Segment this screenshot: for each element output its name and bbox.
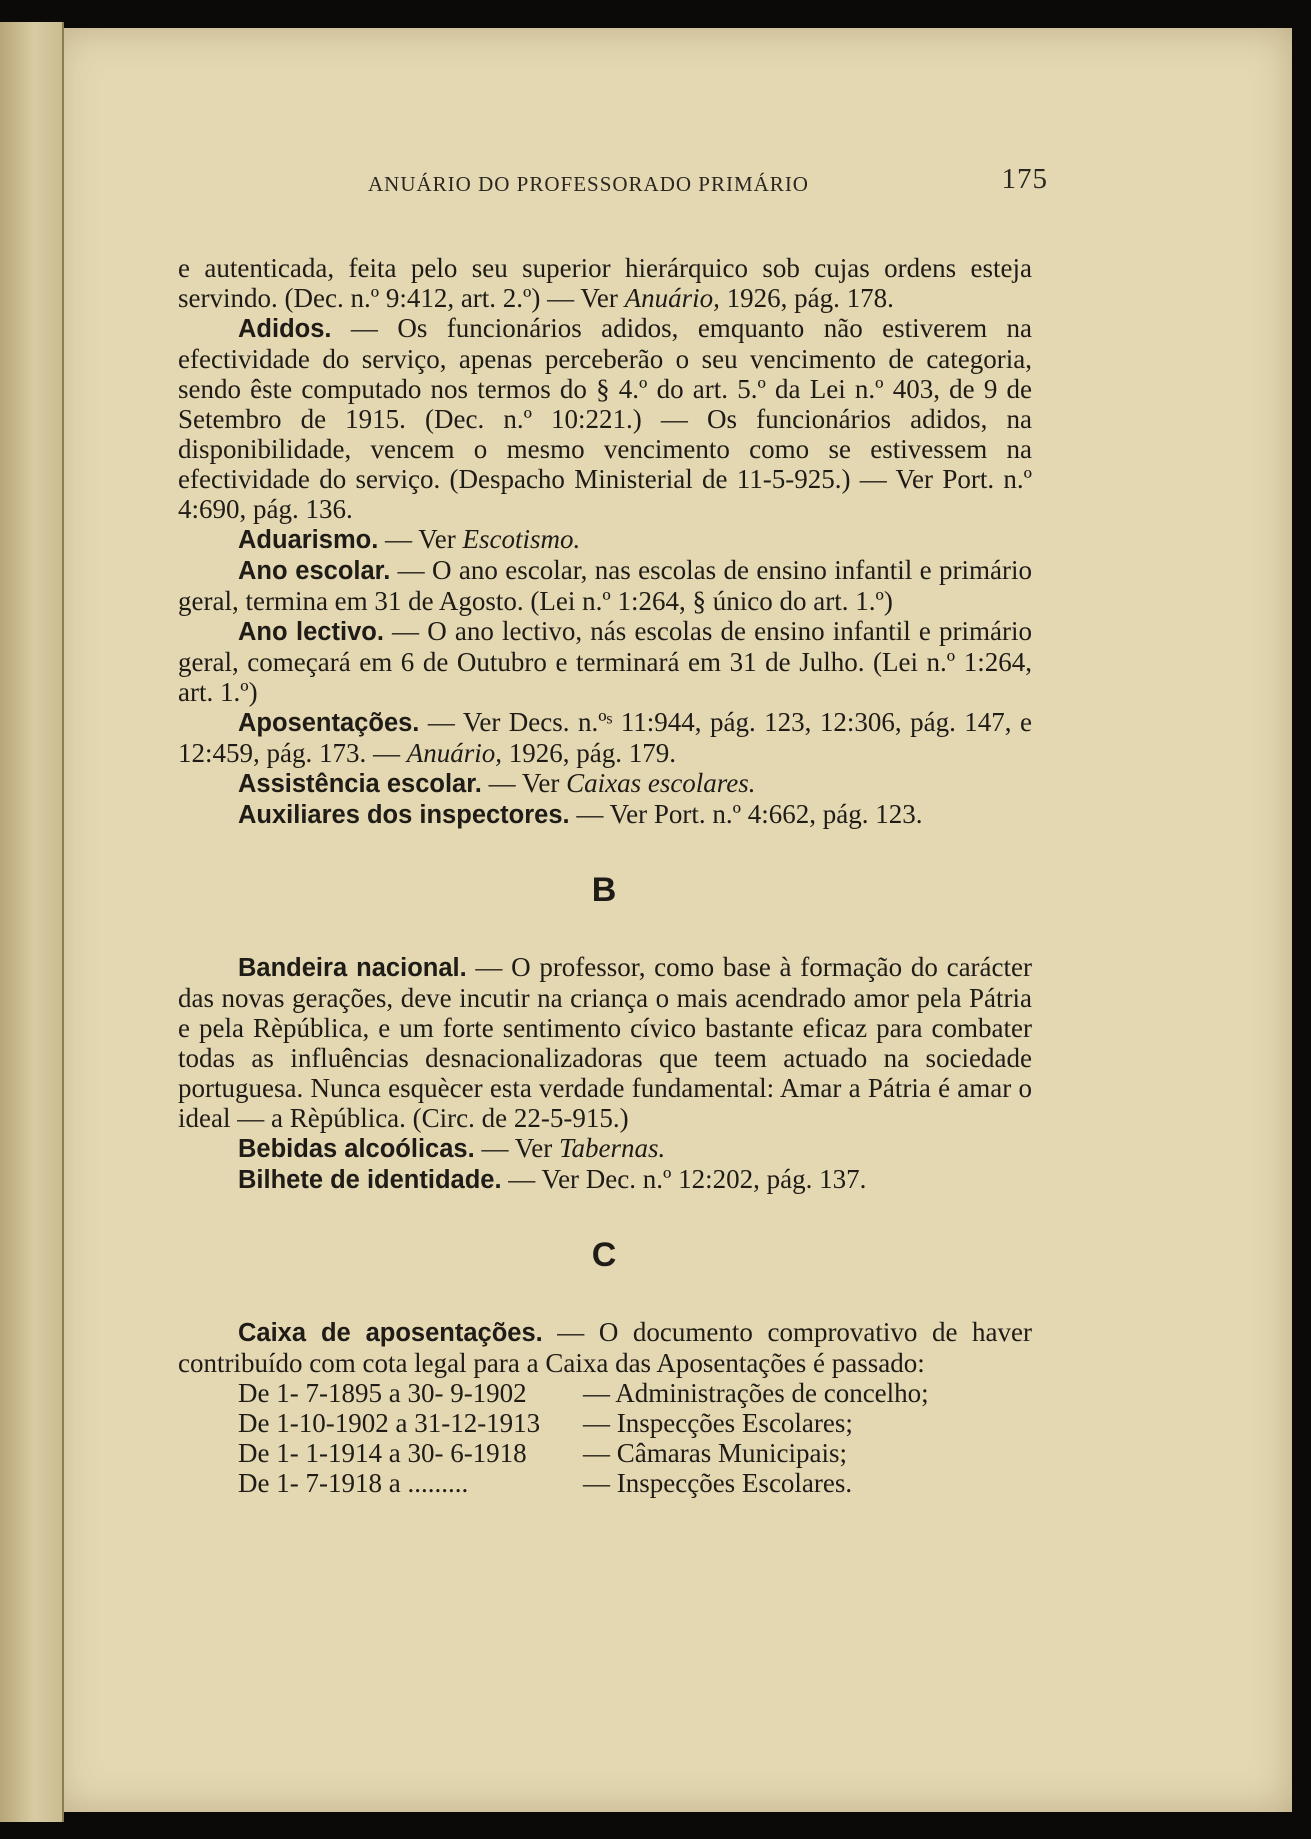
entry-ano-lectivo: [178, 616, 1032, 707]
book-spine: [0, 22, 64, 1822]
entry-tail: 1926, pág. 179.: [502, 738, 676, 768]
period-body: — Câmaras Municipais;: [583, 1438, 847, 1468]
period-row: [238, 1468, 1032, 1498]
entry-text: — O documento comprovativo de haver contribuído com cota legal para a Caixa das Aposentações é passado:: [178, 1317, 1032, 1378]
entry-text: — Os funcionários adidos, emquanto não estiverem na efectividade do serviço, apenas perceberão o seu vencimento de categoria, sendo êste computado nos termos do § 4.º do art. 5.º da Lei n.º 403, de 9 de Setembro de 1915. (Dec. n.º 10:221.) — Os funcionários adidos, na disponibilidade, vencem o mesmo vencimento como se estivessem na efectividade do serviço. (Despacho Ministerial de 11-5-925.) — Ver Port. n.º 4:690, pág. 136.: [178, 313, 1032, 524]
period-body: — Inspecções Escolares;: [583, 1408, 853, 1438]
entry-term: Bebidas alcoólicas.: [238, 1135, 475, 1163]
period-row: [238, 1378, 1032, 1408]
period-range: De 1- 7-1918 a .........: [238, 1468, 469, 1498]
entry-text: — O ano lectivo, nás escolas de ensino infantil e primário geral, começará em 6 de Outubro e terminará em 31 de Julho. (Lei n.º 1:264, art. 1.º): [178, 616, 1033, 707]
entry-text: — Ver: [474, 1133, 559, 1163]
period-range: De 1- 1-1914 a 30- 6-1918: [238, 1438, 527, 1468]
entry-term: Assistência escolar.: [238, 770, 482, 798]
entry-term: Adidos.: [238, 315, 332, 343]
entry-aduarismo: [178, 524, 1032, 555]
section-letter-c: C: [591, 1236, 619, 1274]
entry-term: Ano lectivo.: [238, 618, 384, 646]
entry-ano-escolar: [178, 555, 1032, 616]
paragraph-continuation: [178, 253, 1032, 313]
entry-text: — Ver Decs. n.ºˢ 11:944, pág. 123, 12:306, pág. 147, e 12:459, pág. 173. —: [178, 707, 1032, 768]
paragraph-text: e autenticada, feita pelo seu superior hierárquico sob cujas ordens esteja servindo. (Dec. n.º 9:412, art. 2.º) — Ver: [178, 253, 1032, 313]
entry-term: Auxiliares dos inspectores.: [238, 801, 570, 829]
period-row: [238, 1408, 1032, 1438]
entry-term: Aposentações.: [238, 709, 420, 737]
entry-term: Caixa de aposentações.: [238, 1319, 543, 1347]
entry-auxiliares: [178, 799, 1032, 830]
entry-term: Bilhete de identidade.: [238, 1166, 502, 1194]
section-letter-b: B: [591, 871, 619, 909]
entry-assistencia: [178, 768, 1032, 799]
italic-reference: Anuário,: [406, 738, 503, 768]
italic-reference: Anuário,: [624, 283, 720, 313]
period-row: [238, 1438, 1032, 1468]
italic-reference: Tabernas.: [558, 1133, 666, 1163]
page-body: [178, 253, 1032, 1498]
period-range: De 1- 7-1895 a 30- 9-1902: [238, 1378, 527, 1408]
entry-aposentacoes: [178, 707, 1032, 768]
page-number: 175: [1001, 163, 1048, 195]
period-body: — Inspecções Escolares.: [583, 1468, 853, 1498]
period-body: — Administrações de concelho;: [583, 1378, 929, 1408]
entry-bandeira: [178, 952, 1032, 1133]
entry-caixa: [178, 1317, 1032, 1378]
entry-text: — Ver Port. n.º 4:662, pág. 123.: [569, 799, 923, 829]
entry-term: Bandeira nacional.: [238, 954, 467, 982]
entry-bilhete: [178, 1164, 1032, 1195]
paragraph-tail: 1926, pág. 178.: [719, 283, 894, 313]
entry-text: — Ver: [378, 524, 463, 554]
page-header: [368, 163, 1048, 200]
entry-adidos: [178, 313, 1032, 524]
entry-bebidas: [178, 1133, 1032, 1164]
entry-text: — O professor, como base à formação do carácter das novas gerações, deve incutir na criança o mais acendrado amor pela Pátria e pela Rèpública, e um forte sentimento cívico bastante eficaz para combater todas as influências desnacionalizadoras que teem actuado na sociedade portuguesa. Nunca esquècer esta verdade fundamental: Amar a Pátria é amar o ideal — a Rèpública. (Circ. de 22-5-915.): [178, 952, 1032, 1133]
entry-text: — Ver: [481, 768, 567, 798]
italic-reference: Escotismo.: [462, 524, 581, 554]
entry-term: Aduarismo.: [238, 526, 379, 554]
period-range: De 1-10-1902 a 31-12-1913: [238, 1408, 541, 1438]
running-title: ANUÁRIO DO PROFESSORADO PRIMÁRIO: [368, 172, 809, 196]
periods-list: [238, 1378, 1032, 1498]
entry-term: Ano escolar.: [238, 557, 391, 585]
entry-text: — Ver Dec. n.º 12:202, pág. 137.: [501, 1164, 867, 1194]
italic-reference: Caixas escolares.: [566, 768, 756, 798]
entry-text: — O ano escolar, nas escolas de ensino infantil e primário geral, termina em 31 de Agosto. (Lei n.º 1:264, § único do art. 1.º): [178, 555, 1032, 616]
